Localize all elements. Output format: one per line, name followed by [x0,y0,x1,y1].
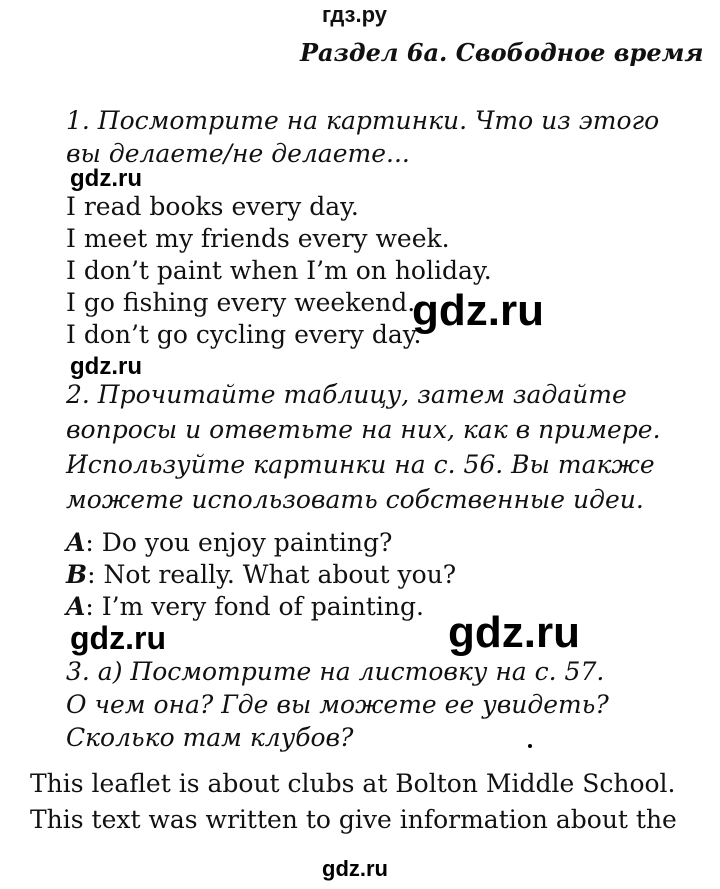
task1-instruction-line2: вы делаете/не делаете... [66,139,410,168]
task3-answer-line: This text was written to give information about the [30,805,677,834]
watermark-large: gdz.ru [412,286,544,335]
watermark-small: gdz.ru [70,165,142,192]
watermark-large: gdz.ru [448,608,580,657]
task1-answer: I read books every day. [66,192,359,221]
task3-instruction-line: 3. a) Посмотрите на листовку на с. 57. [66,657,605,686]
task1-answer: I don’t paint when I’m on holiday. [66,256,492,285]
dialogue-text: : Do you enjoy painting? [85,528,393,557]
task1-answer: I go fishing every weekend. [66,288,416,317]
task1-answer: I meet my friends every week. [66,224,450,253]
task3-instruction-line: О чем она? Где вы можете ее увидеть? [66,690,609,719]
task3-answer-line: This leaflet is about clubs at Bolton Middle School. [30,769,676,798]
dialogue-text: : Not really. What about you? [87,560,457,589]
task2-instruction-line: Используйте картинки на с. 56. Вы также [66,450,655,479]
task2-instruction-line: можете использовать собственные идеи. [66,485,644,514]
dialogue-line [66,558,456,592]
dialogue-speaker: A [66,528,86,557]
dialogue-text: : I’m very fond of painting. [85,592,424,621]
dialogue-speaker: B [66,560,88,589]
watermark-small: gdz.ru [70,353,142,380]
stray-dot [528,744,532,748]
watermark-medium: gdz.ru [70,620,166,656]
task1-answer: I don’t go cycling every day. [66,320,422,349]
watermark-footer: gdz.ru [322,856,388,881]
task2-instruction-line: 2. Прочитайте таблицу, затем задайте [66,380,627,409]
site-label: гдз.ру [322,2,387,27]
dialogue-speaker: A [66,592,86,621]
task3-instruction-line: Сколько там клубов? [66,723,354,752]
dialogue-line [66,590,424,624]
section-title: Раздел 6a. Свободное время [300,38,704,67]
task1-instruction-line1: 1. Посмотрите на картинки. Что из этого [66,106,660,135]
dialogue-line [66,526,392,560]
task2-instruction-line: вопросы и ответьте на них, как в примере. [66,415,661,444]
